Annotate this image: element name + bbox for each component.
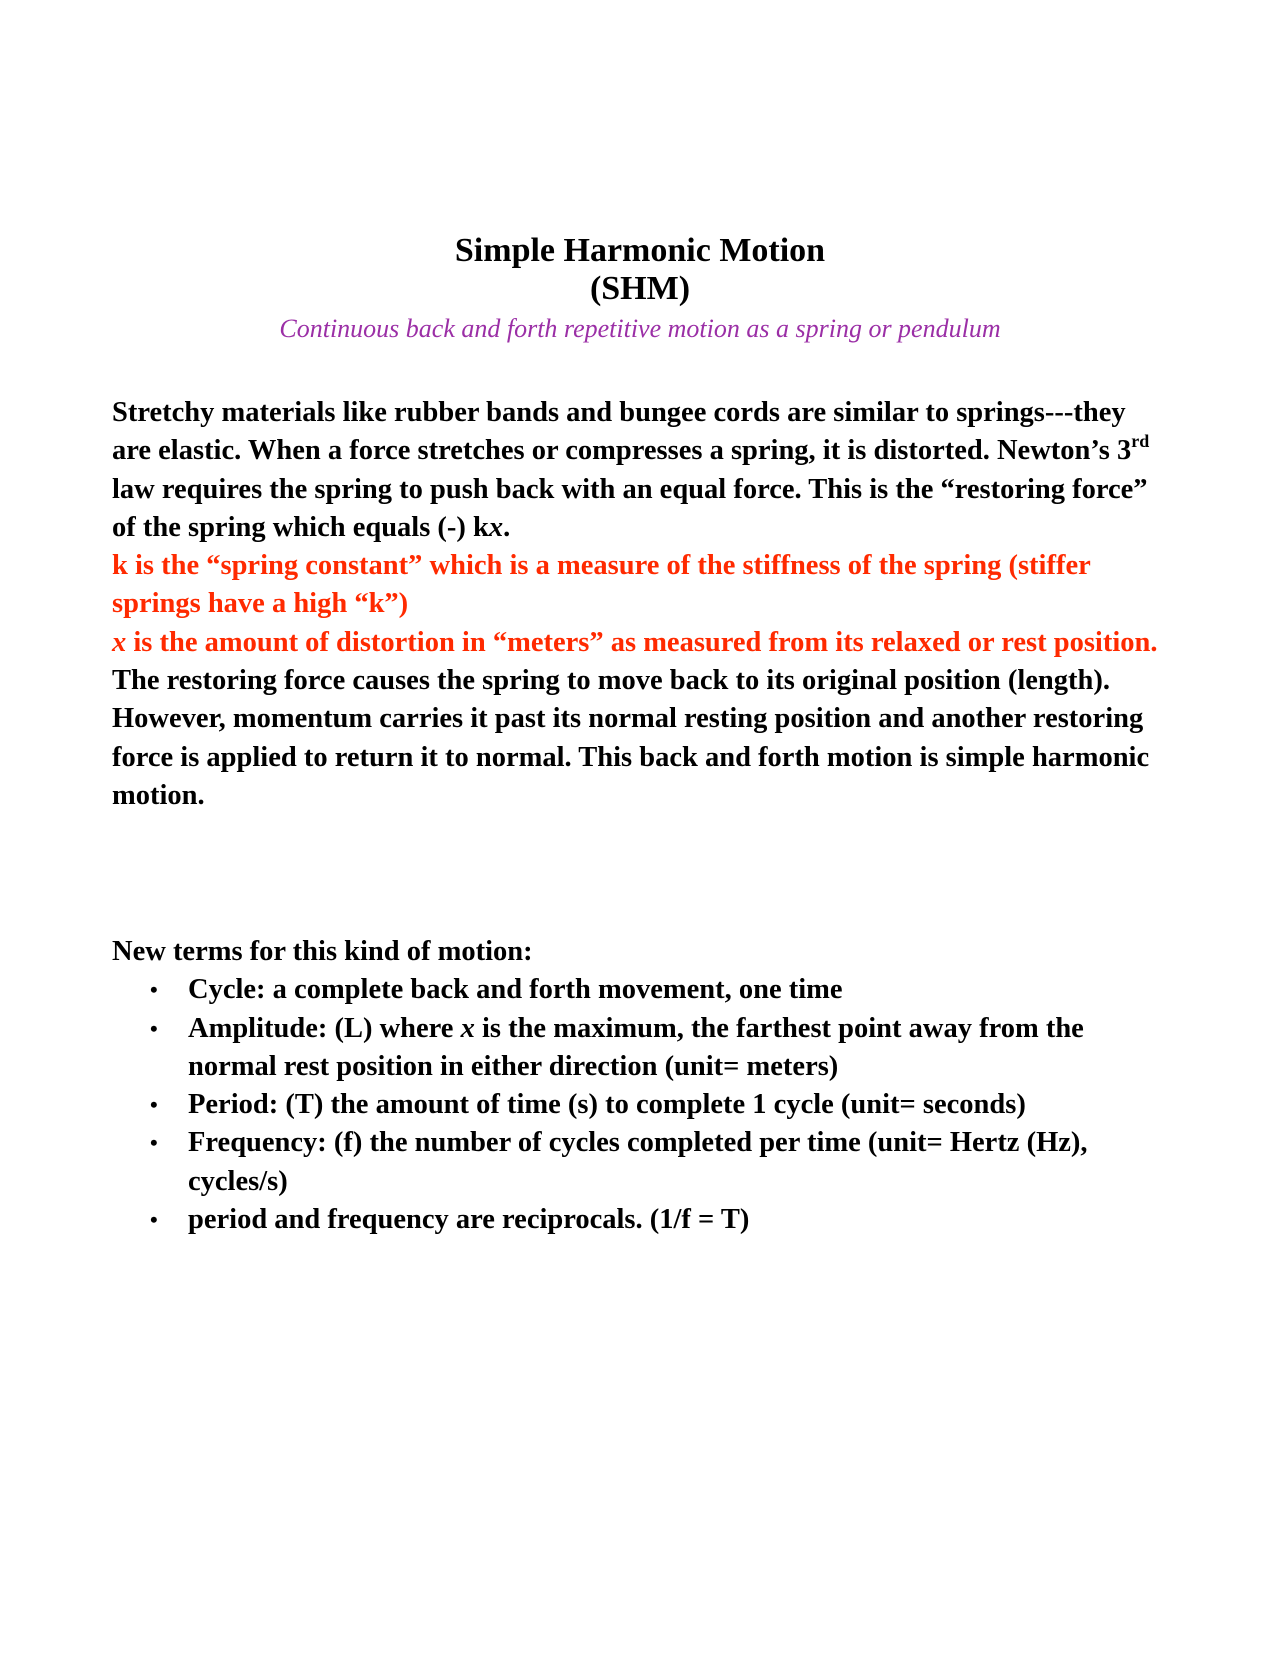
x-variable: x [460, 1012, 475, 1044]
ordinal-superscript: rd [1131, 431, 1150, 452]
list-item [150, 1086, 1172, 1124]
term-text: period and frequency are reciprocals. (1/f = T) [188, 1204, 750, 1236]
list-item [150, 971, 1172, 1009]
intro-text-a: Stretchy materials like rubber bands and bungee cords are similar to springs---they are elastic. When a force stretches or compresses a spring, it is distorted. Newton’s 3 [112, 397, 1132, 467]
bullet-icon: • [150, 1207, 158, 1233]
terms-heading: New terms for this kind of motion: [112, 936, 533, 967]
restoring-force-paragraph: The restoring force causes the spring to move back to its original position (length). However, momentum carries it past its normal resting position and another restoring force is applied to return it to normal. This back and forth motion is simple harmonic motion. [112, 665, 1150, 811]
term-text: Frequency: (f) the number of cycles completed per time (unit= Hertz (Hz), cycles/s) [188, 1127, 1088, 1197]
intro-section [112, 394, 1168, 815]
term-text: is the maximum, the farthest point away from the normal rest position in either direction (unit= meters) [188, 1012, 1084, 1082]
bullet-icon: • [150, 1130, 158, 1156]
term-text: Amplitude: (L) where [188, 1012, 461, 1044]
x-variable: x [112, 626, 127, 658]
list-item [150, 1201, 1172, 1239]
tagline: Continuous back and forth repetitive motion as a spring or pendulum [279, 314, 1001, 343]
page-title: Simple Harmonic Motion [454, 232, 826, 269]
intro-text-end: . [503, 511, 511, 543]
x-variable: x [488, 511, 504, 543]
term-text: Cycle: a complete back and forth movement, one time [188, 974, 843, 1006]
intro-paragraph [112, 394, 1168, 547]
term-list [112, 971, 1172, 1239]
list-item [150, 1124, 1172, 1201]
title-block [0, 232, 1280, 346]
distortion-definition [112, 624, 1168, 662]
spring-constant-definition: k is the “spring constant” which is a measure of the stiffness of the spring (stiffer springs have a high “k”) [112, 550, 1091, 620]
terms-section [112, 933, 1172, 1239]
term-text: Period: (T) the amount of time (s) to complete 1 cycle (unit= seconds) [188, 1089, 1026, 1121]
bullet-icon: • [150, 1092, 158, 1118]
distortion-definition-text: is the amount of distortion in “meters” as measured from its relaxed or rest position. [126, 626, 1158, 658]
page-subtitle: (SHM) [589, 270, 691, 307]
list-item [150, 1010, 1172, 1087]
bullet-icon: • [150, 977, 158, 1003]
bullet-icon: • [150, 1015, 158, 1041]
intro-text-b: law requires the spring to push back with an equal force. This is the “restoring force” of the spring which equals (-) k [112, 473, 1148, 543]
